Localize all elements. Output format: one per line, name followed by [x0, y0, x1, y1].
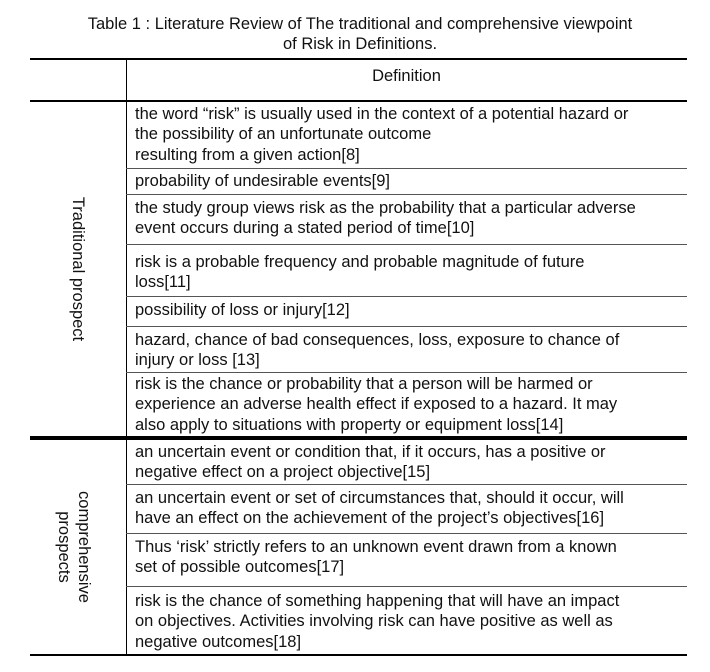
- definition-line: an uncertain event or set of circumstances that, should it occur, will: [135, 489, 624, 507]
- definition-cell: [135, 171, 671, 191]
- definition-line: experience an adverse health effect if exposed to a hazard. It may: [135, 395, 618, 414]
- row-divider: [126, 296, 687, 297]
- column-divider: [126, 58, 127, 656]
- caption-line-2: of Risk in Definitions.: [282, 35, 438, 53]
- definition-line: negative effect on a project objective[15]: [135, 463, 431, 482]
- definition-line: on objectives. Activities involving risk can have positive as well as: [135, 612, 613, 631]
- definition-line: hazard, chance of bad consequences, loss, exposure to chance of: [135, 331, 620, 349]
- definition-cell: [135, 591, 671, 652]
- definition-line: set of possible outcomes[17]: [135, 558, 345, 577]
- group-label-traditional: Traditional prospect: [69, 196, 87, 342]
- header-rule: [30, 100, 687, 102]
- table-top-rule: [30, 58, 687, 60]
- definition-cell: [135, 330, 671, 371]
- row-divider: [126, 484, 687, 485]
- definition-line: risk is the chance of something happening that will have an impact: [135, 592, 620, 610]
- definition-cell: [135, 488, 671, 529]
- row-divider: [126, 533, 687, 534]
- group-divider-rule: [30, 436, 687, 440]
- group-label-line: comprehensive: [75, 491, 93, 603]
- definition-line: the study group views risk as the probability that a particular adverse: [135, 199, 636, 217]
- definition-line: loss[11]: [135, 273, 191, 292]
- row-divider: [126, 168, 687, 169]
- column-header-definition: Definition: [372, 67, 441, 85]
- definition-line: risk is a probable frequency and probable magnitude of future: [135, 253, 585, 271]
- row-divider: [126, 586, 687, 587]
- definition-line: the word “risk” is usually used in the context of a potential hazard or: [135, 105, 629, 123]
- definition-cell: [135, 374, 671, 435]
- definition-line: also apply to situations with property or equipment loss[14]: [135, 415, 564, 434]
- definition-cell: [135, 300, 671, 320]
- definition-cell: [135, 198, 671, 239]
- definition-cell: [135, 104, 671, 165]
- group-label-line: prospects: [55, 511, 73, 583]
- table-bottom-rule: [30, 654, 687, 656]
- caption-line-1: Table 1 : Literature Review of The traditional and comprehensive viewpoint: [87, 15, 633, 33]
- definition-line: event occurs during a stated period of time[10]: [135, 219, 475, 238]
- definition-line: Thus ‘risk’ strictly refers to an unknown event drawn from a known: [135, 538, 617, 556]
- definition-line: injury or loss [13]: [135, 351, 260, 370]
- row-divider: [126, 244, 687, 245]
- table-caption: [30, 14, 690, 54]
- definition-line: the possibility of an unfortunate outcome: [135, 125, 432, 144]
- definition-line: an uncertain event or condition that, if it occurs, has a positive or: [135, 443, 606, 461]
- definition-cell: [135, 252, 671, 293]
- definition-line: possibility of loss or injury[12]: [135, 301, 350, 319]
- definition-cell: [135, 537, 671, 578]
- group-label-comprehensive: [54, 457, 94, 637]
- definition-line: risk is the chance or probability that a person will be harmed or: [135, 375, 593, 393]
- literature-review-table: [30, 58, 687, 656]
- row-divider: [126, 372, 687, 373]
- definition-line: resulting from a given action[8]: [135, 145, 360, 164]
- definition-line: have an effect on the achievement of the project’s objectives[16]: [135, 509, 605, 528]
- row-divider: [126, 326, 687, 327]
- row-divider: [126, 194, 687, 195]
- definition-cell: [135, 442, 671, 483]
- definition-line: negative outcomes[18]: [135, 632, 302, 651]
- definition-line: probability of undesirable events[9]: [135, 172, 390, 190]
